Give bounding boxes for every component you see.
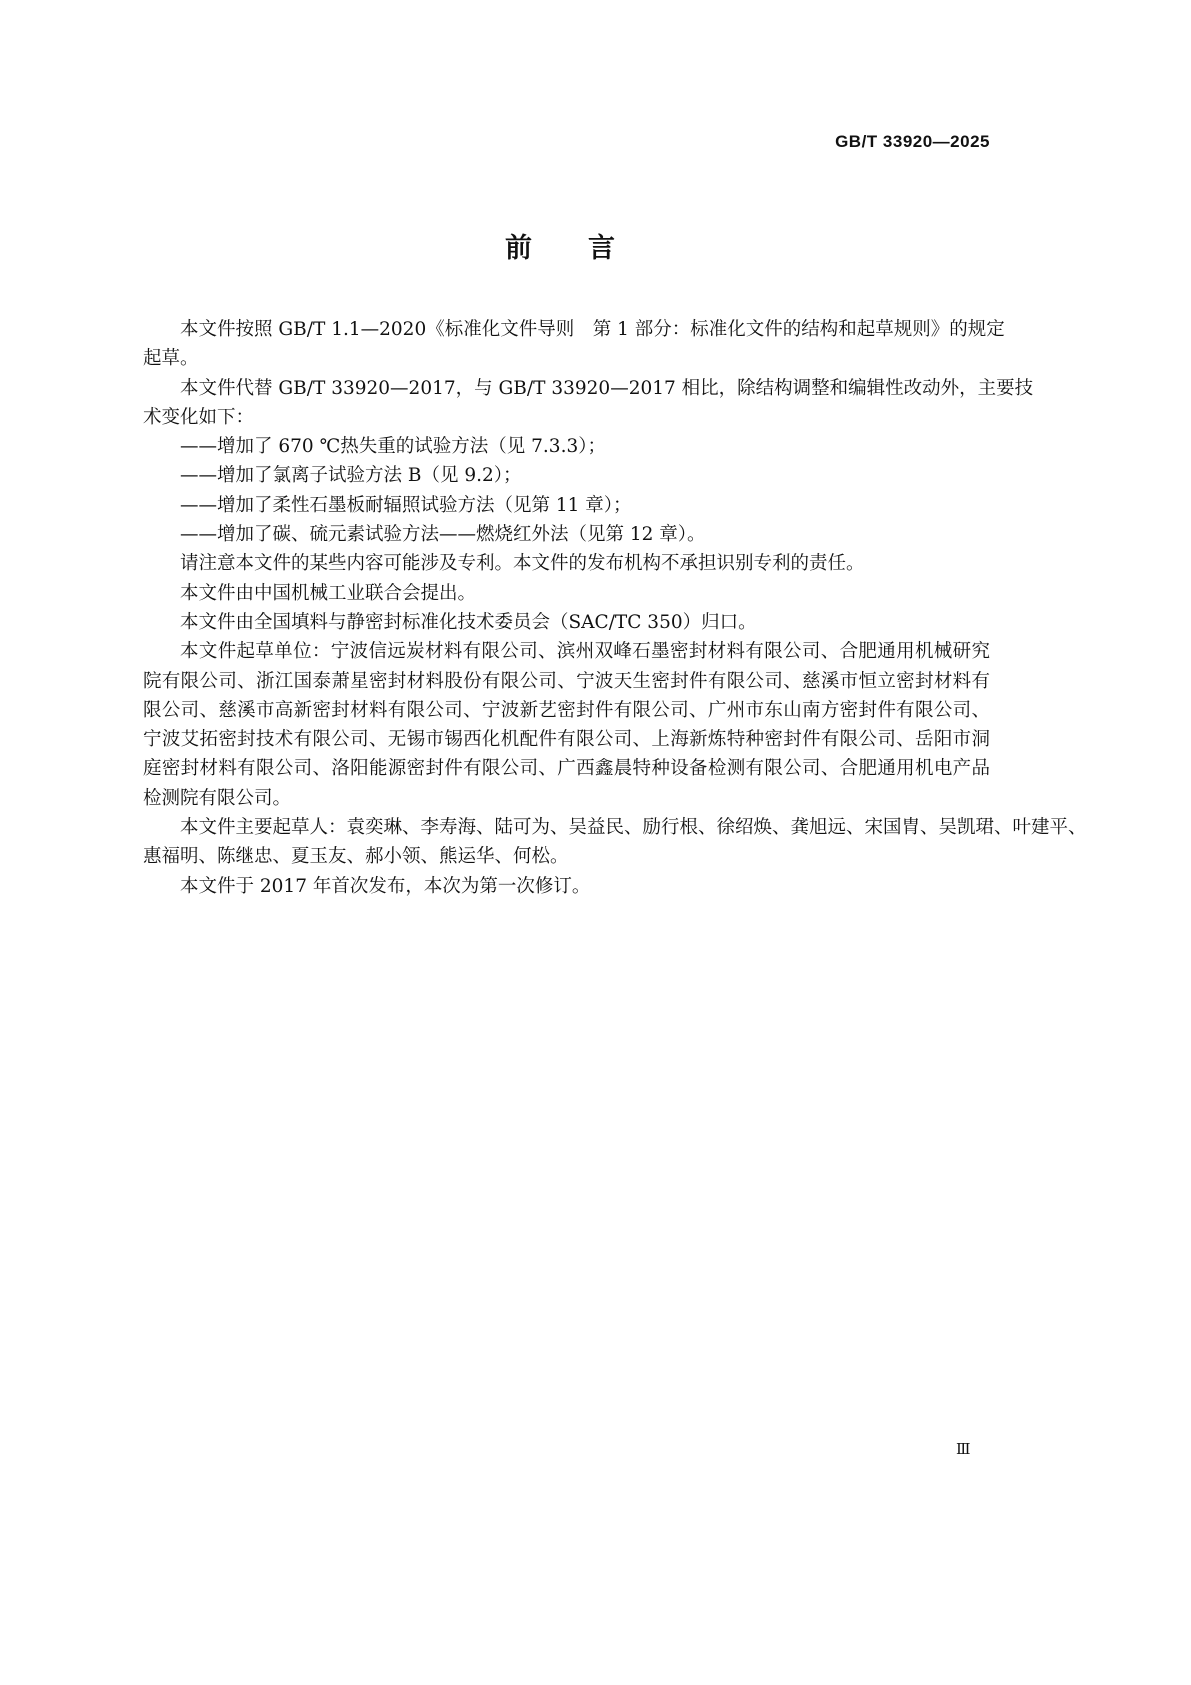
title-char: 言 <box>588 233 615 264</box>
paragraph-line: 检测院有限公司。 <box>143 787 292 809</box>
paragraph-line: 宁波艾拓密封技术有限公司、无锡市锡西化机配件有限公司、上海新炼特种密封件有限公司、岳阳市洞 <box>143 729 990 751</box>
paragraph-line: 本文件由全国填料与静密封标准化技术委员会（SAC/TC 350）归口。 <box>180 611 757 633</box>
paragraph-line: 本文件由中国机械工业联合会提出。 <box>180 582 477 604</box>
paragraph <box>143 608 990 637</box>
paragraph-line: 本文件起草单位：宁波信远炭材料有限公司、滨州双峰石墨密封材料有限公司、合肥通用机械研究 <box>180 641 990 663</box>
paragraph-line: 本文件于 2017 年首次发布，本次为第一次修订。 <box>180 875 591 897</box>
paragraph-line: 庭密封材料有限公司、洛阳能源密封件有限公司、广西鑫晨特种设备检测有限公司、合肥通用机电产品 <box>143 758 990 780</box>
paragraph-line: 院有限公司、浙江国泰萧星密封材料股份有限公司、宁波天生密封件有限公司、慈溪市恒立密封材料有 <box>143 670 990 692</box>
paragraph-line: 术变化如下： <box>143 406 255 428</box>
paragraph-line: 本文件按照 GB/T 1.1—2020《标准化文件导则 第 1 部分：标准化文件的结构和起草规则》的规定 <box>180 319 1005 340</box>
paragraph <box>143 549 990 578</box>
paragraph <box>143 579 990 608</box>
foreword-body <box>143 315 1087 901</box>
paragraph-line: 限公司、慈溪市高新密封材料有限公司、宁波新艺密封件有限公司、广州市东山南方密封件有限公司、 <box>143 699 990 721</box>
paragraph-line: 请注意本文件的某些内容可能涉及专利。本文件的发布机构不承担识别专利的责任。 <box>180 553 865 575</box>
paragraph-line: ——增加了柔性石墨板耐辐照试验方法（见第 11 章）； <box>180 494 632 516</box>
title-char: 前 <box>505 233 532 264</box>
paragraph <box>143 315 1005 374</box>
paragraph-line: 起草。 <box>143 348 199 370</box>
paragraph <box>143 432 990 461</box>
paragraph-line: ——增加了 670 ℃热失重的试验方法（见 7.3.3）； <box>180 436 606 458</box>
paragraph <box>143 872 990 901</box>
standard-number: GB/T 33920—2025 <box>835 132 990 151</box>
paragraph <box>143 374 1034 433</box>
paragraph-line: 惠福明、陈继忠、夏玉友、郝小领、熊运华、何松。 <box>143 846 569 868</box>
page-title <box>0 226 1120 265</box>
paragraph <box>143 461 990 490</box>
paragraph <box>143 491 990 520</box>
paragraph-line: ——增加了氯离子试验方法 B（见 9.2）； <box>180 465 522 487</box>
page-number: Ⅲ <box>956 1440 971 1458</box>
paragraph-line: 本文件主要起草人：袁奕琳、李寿海、陆可为、吴益民、励行根、徐绍焕、龚旭远、宋国胄、吴凯珺、叶建平、 <box>180 817 1087 839</box>
paragraph <box>143 520 990 549</box>
paragraph <box>143 813 1087 872</box>
paragraph-line: ——增加了碳、硫元素试验方法——燃烧红外法（见第 12 章）。 <box>180 524 706 546</box>
paragraph-line: 本文件代替 GB/T 33920—2017，与 GB/T 33920—2017 相比，除结构调整和编辑性改动外，主要技 <box>180 377 1034 399</box>
paragraph <box>143 637 990 813</box>
